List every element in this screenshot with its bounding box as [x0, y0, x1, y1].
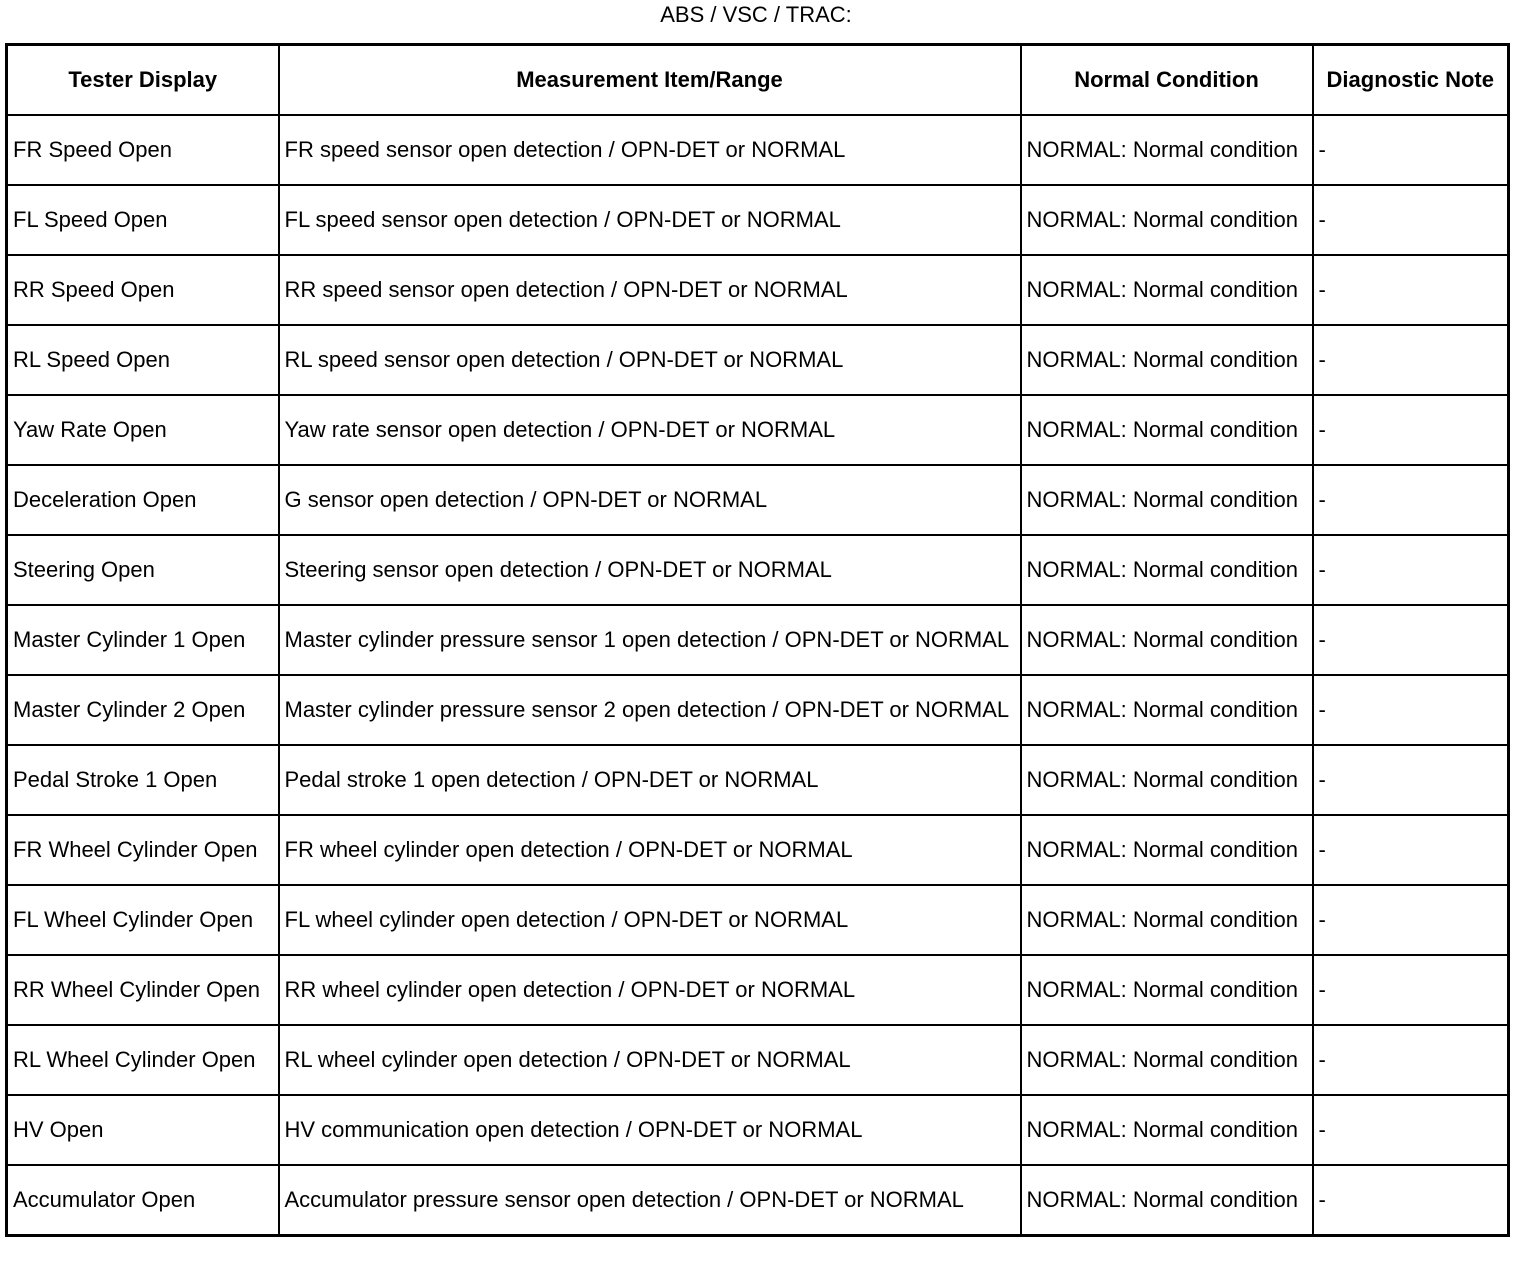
cell-diagnostic-note: - [1313, 1095, 1509, 1165]
cell-tester-display: Yaw Rate Open [7, 395, 279, 465]
cell-diagnostic-note: - [1313, 675, 1509, 745]
cell-tester-display: HV Open [7, 1095, 279, 1165]
cell-measurement-item: Master cylinder pressure sensor 1 open detection / OPN-DET or NORMAL [279, 605, 1021, 675]
cell-normal-condition: NORMAL: Normal condition [1021, 255, 1313, 325]
cell-tester-display: FR Speed Open [7, 115, 279, 185]
table-row [7, 185, 1509, 255]
table-row [7, 815, 1509, 885]
cell-measurement-item: FL speed sensor open detection / OPN-DET or NORMAL [279, 185, 1021, 255]
cell-tester-display: Master Cylinder 1 Open [7, 605, 279, 675]
cell-diagnostic-note: - [1313, 1025, 1509, 1095]
cell-tester-display: FL Wheel Cylinder Open [7, 885, 279, 955]
cell-tester-display: RL Wheel Cylinder Open [7, 1025, 279, 1095]
cell-normal-condition: NORMAL: Normal condition [1021, 1025, 1313, 1095]
table-row [7, 745, 1509, 815]
table-row [7, 255, 1509, 325]
cell-measurement-item: Yaw rate sensor open detection / OPN-DET or NORMAL [279, 395, 1021, 465]
cell-diagnostic-note: - [1313, 605, 1509, 675]
cell-measurement-item: FR speed sensor open detection / OPN-DET or NORMAL [279, 115, 1021, 185]
cell-measurement-item: RL wheel cylinder open detection / OPN-DET or NORMAL [279, 1025, 1021, 1095]
table-row [7, 1165, 1509, 1236]
header-measurement-item: Measurement Item/Range [279, 45, 1021, 116]
header-diagnostic-note: Diagnostic Note [1313, 45, 1509, 116]
cell-measurement-item: RR speed sensor open detection / OPN-DET or NORMAL [279, 255, 1021, 325]
table-row [7, 535, 1509, 605]
cell-normal-condition: NORMAL: Normal condition [1021, 325, 1313, 395]
cell-normal-condition: NORMAL: Normal condition [1021, 745, 1313, 815]
cell-measurement-item: FR wheel cylinder open detection / OPN-DET or NORMAL [279, 815, 1021, 885]
table-row [7, 395, 1509, 465]
header-row [7, 45, 1509, 116]
data-table [5, 43, 1510, 1237]
header-tester-display: Tester Display [7, 45, 279, 116]
cell-diagnostic-note: - [1313, 745, 1509, 815]
cell-tester-display: FR Wheel Cylinder Open [7, 815, 279, 885]
cell-measurement-item: Pedal stroke 1 open detection / OPN-DET or NORMAL [279, 745, 1021, 815]
cell-normal-condition: NORMAL: Normal condition [1021, 115, 1313, 185]
cell-diagnostic-note: - [1313, 465, 1509, 535]
cell-measurement-item: Master cylinder pressure sensor 2 open detection / OPN-DET or NORMAL [279, 675, 1021, 745]
table-row [7, 1025, 1509, 1095]
cell-normal-condition: NORMAL: Normal condition [1021, 605, 1313, 675]
header-normal-condition: Normal Condition [1021, 45, 1313, 116]
cell-diagnostic-note: - [1313, 255, 1509, 325]
cell-normal-condition: NORMAL: Normal condition [1021, 675, 1313, 745]
table-row [7, 1095, 1509, 1165]
cell-tester-display: FL Speed Open [7, 185, 279, 255]
table-row [7, 675, 1509, 745]
cell-tester-display: Pedal Stroke 1 Open [7, 745, 279, 815]
table-caption: ABS / VSC / TRAC: [660, 2, 852, 27]
cell-measurement-item: G sensor open detection / OPN-DET or NORMAL [279, 465, 1021, 535]
cell-measurement-item: RL speed sensor open detection / OPN-DET or NORMAL [279, 325, 1021, 395]
cell-diagnostic-note: - [1313, 185, 1509, 255]
cell-tester-display: Steering Open [7, 535, 279, 605]
cell-normal-condition: NORMAL: Normal condition [1021, 815, 1313, 885]
table-row [7, 325, 1509, 395]
cell-diagnostic-note: - [1313, 325, 1509, 395]
cell-normal-condition: NORMAL: Normal condition [1021, 885, 1313, 955]
cell-diagnostic-note: - [1313, 115, 1509, 185]
table-row [7, 465, 1509, 535]
cell-measurement-item: Accumulator pressure sensor open detection / OPN-DET or NORMAL [279, 1165, 1021, 1236]
cell-measurement-item: FL wheel cylinder open detection / OPN-DET or NORMAL [279, 885, 1021, 955]
cell-normal-condition: NORMAL: Normal condition [1021, 185, 1313, 255]
cell-diagnostic-note: - [1313, 535, 1509, 605]
cell-normal-condition: NORMAL: Normal condition [1021, 395, 1313, 465]
cell-diagnostic-note: - [1313, 885, 1509, 955]
table-header [7, 45, 1509, 116]
table-row [7, 115, 1509, 185]
cell-normal-condition: NORMAL: Normal condition [1021, 955, 1313, 1025]
cell-diagnostic-note: - [1313, 395, 1509, 465]
cell-tester-display: Accumulator Open [7, 1165, 279, 1236]
table-body [7, 115, 1509, 1236]
cell-normal-condition: NORMAL: Normal condition [1021, 535, 1313, 605]
cell-measurement-item: Steering sensor open detection / OPN-DET or NORMAL [279, 535, 1021, 605]
cell-tester-display: Master Cylinder 2 Open [7, 675, 279, 745]
cell-normal-condition: NORMAL: Normal condition [1021, 1095, 1313, 1165]
cell-measurement-item: RR wheel cylinder open detection / OPN-DET or NORMAL [279, 955, 1021, 1025]
cell-tester-display: Deceleration Open [7, 465, 279, 535]
table-row [7, 605, 1509, 675]
cell-diagnostic-note: - [1313, 815, 1509, 885]
cell-diagnostic-note: - [1313, 1165, 1509, 1236]
cell-tester-display: RL Speed Open [7, 325, 279, 395]
table-row [7, 955, 1509, 1025]
cell-diagnostic-note: - [1313, 955, 1509, 1025]
cell-measurement-item: HV communication open detection / OPN-DET or NORMAL [279, 1095, 1021, 1165]
cell-tester-display: RR Speed Open [7, 255, 279, 325]
table-row [7, 885, 1509, 955]
cell-normal-condition: NORMAL: Normal condition [1021, 465, 1313, 535]
cell-tester-display: RR Wheel Cylinder Open [7, 955, 279, 1025]
cell-normal-condition: NORMAL: Normal condition [1021, 1165, 1313, 1236]
